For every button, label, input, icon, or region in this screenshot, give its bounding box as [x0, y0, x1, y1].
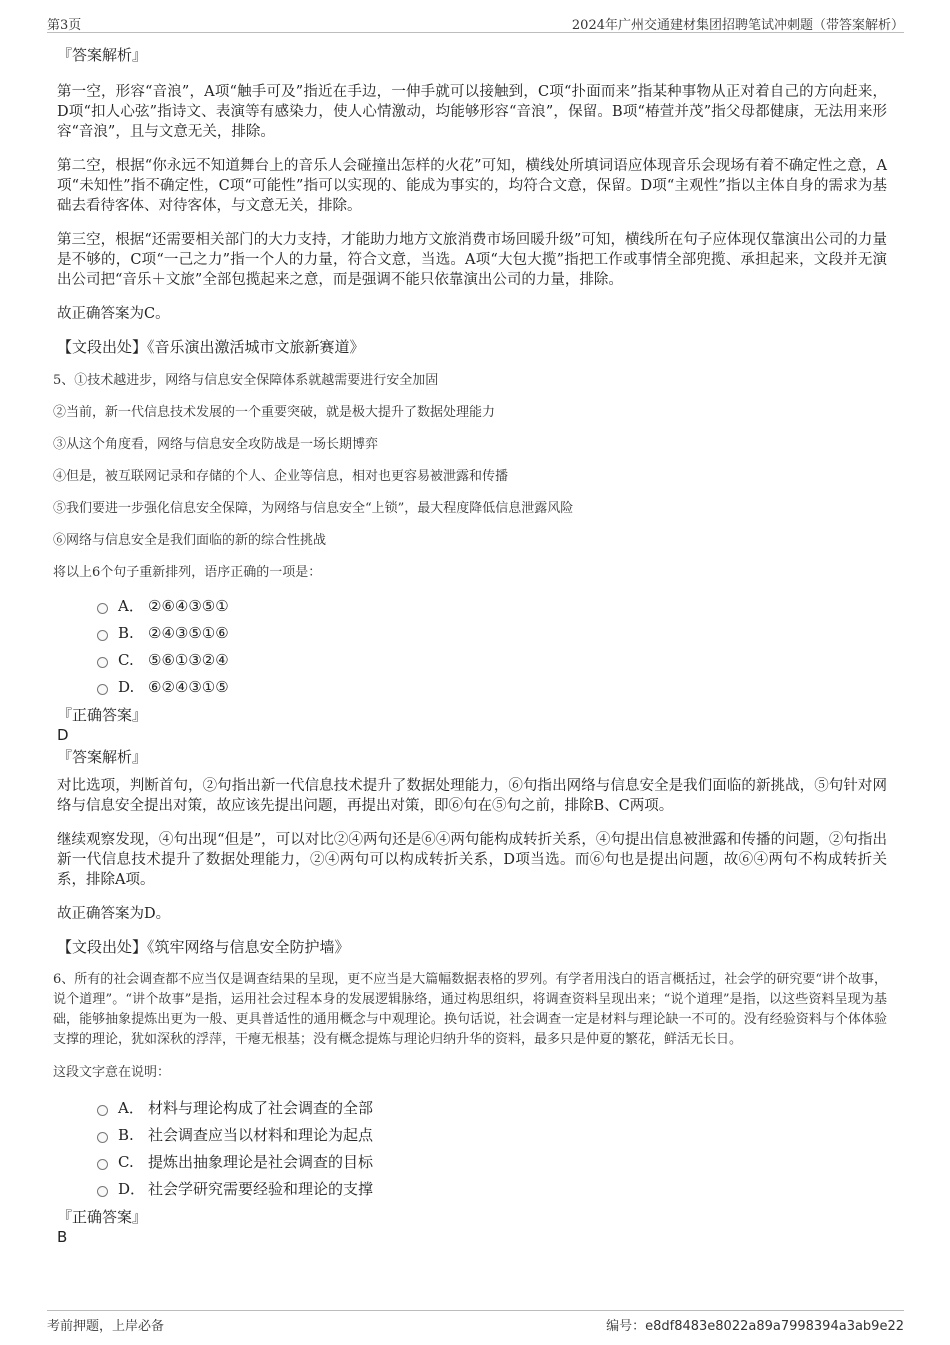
q5-option-a[interactable]: A． ②⑥④③⑤①	[97, 592, 887, 619]
q5-option-b[interactable]: B. ②④③⑤①⑥	[97, 619, 887, 646]
q5-stem: 5、①技术越进步，网络与信息安全保障体系就越需要进行安全加固	[53, 373, 439, 388]
radio-icon[interactable]	[97, 1105, 108, 1116]
q5-conclusion: 故正确答案为D。	[57, 906, 171, 922]
page-header	[47, 10, 904, 33]
q5-answer-label: 『正确答案』	[57, 706, 148, 724]
q6-options	[97, 1094, 887, 1202]
q6-answer-label: 『正确答案』	[57, 1208, 148, 1226]
q4-analysis-paragraph-1: 第一空，形容“音浪”，A项“触手可及”指近在手边，一伸手就可以接触到，C项“扑面而来”指某种事物从正对着自己的方向赶来，D项“扣人心弦”指诗文、表演等有感染力，使人心情激动，均能够形容“音浪”，保留。B项“椿萱并茂”指父母都健康，无法用来形容“音浪”，且与文意无关，排除。	[57, 84, 887, 140]
document-title: 2024年广州交通建材集团招聘笔试冲刺题（带答案解析）	[571, 18, 904, 33]
q5-sentence-3: ③从这个角度看，网络与信息安全攻防战是一场长期博弈	[53, 437, 379, 452]
q5-option-c[interactable]: C. ⑤⑥①③②④	[97, 646, 887, 673]
q6-option-b[interactable]: B. 社会调查应当以材料和理论为起点	[97, 1121, 887, 1148]
radio-icon[interactable]	[97, 603, 108, 614]
q4-analysis-paragraph-3: 第三空，根据“还需要相关部门的大力支持，才能助力地方文旅消费市场回暖升级”可知，横线所在句子应体现仅靠演出公司的力量是不够的，C项“一己之力”指一个人的力量，符合文意，当选。A项“大包大揽”指把工作或事情全部兜揽、承担起来，文段并无演出公司把“音乐＋文旅”全部包揽起来之意，而是强调不能只依靠演出公司的力量，排除。	[57, 232, 887, 288]
q5-sentence-5: ⑤我们要进一步强化信息安全保障，为网络与信息安全“上锁”，最大程度降低信息泄露风险	[53, 501, 574, 516]
q5-sentence-6: ⑥网络与信息安全是我们面临的新的综合性挑战	[53, 533, 327, 548]
page-footer	[47, 1310, 904, 1341]
q4-analysis-paragraph-2: 第二空，根据“你永远不知道舞台上的音乐人会碰撞出怎样的火花”可知，横线处所填词语应体现音乐会现场有着不确定性之意，A项“未知性”指不确定性，C项“可能性”指可以实现的、能成为事实的，均符合文意，保留。D项“主观性”指以主体自身的需求为基础去看待客体、对待客体，与文意无关，排除。	[57, 158, 887, 214]
radio-icon[interactable]	[97, 684, 108, 695]
q5-analysis-label: 『答案解析』	[57, 748, 148, 766]
q4-conclusion: 故正确答案为C。	[57, 306, 170, 322]
q6-option-c[interactable]: C. 提炼出抽象理论是社会调查的目标	[97, 1148, 887, 1175]
radio-icon[interactable]	[97, 1159, 108, 1170]
q5-analysis-paragraph-1: 对比选项，判断首句，②句指出新一代信息技术提升了数据处理能力，⑥句指出网络与信息安全是我们面临的新挑战，⑤句针对网络与信息安全提出对策，故应该先提出问题，再提出对策，即⑥句在⑤句之前，排除B、C两项。	[57, 778, 887, 814]
page-number: 第3页	[47, 18, 82, 33]
q5-analysis-paragraph-2: 继续观察发现，④句出现“但是”，可以对比②④两句还是⑥④两句能构成转折关系，④句提出信息被泄露和传播的问题，②句指出新一代信息技术提升了数据处理能力，②④两句可以构成转折关系，D项当选。而⑥句也是提出问题，故⑥④两句不构成转折关系，排除A项。	[57, 832, 887, 888]
q5-answer: D	[57, 726, 69, 744]
q5-source: 【文段出处】《筑牢网络与信息安全防护墙》	[57, 938, 350, 956]
radio-icon[interactable]	[97, 630, 108, 641]
question-5	[53, 372, 887, 582]
q6-option-d[interactable]: D． 社会学研究需要经验和理论的支撑	[97, 1175, 887, 1202]
q5-sentence-2: ②当前，新一代信息技术发展的一个重要突破，就是极大提升了数据处理能力	[53, 405, 496, 420]
q6-option-a[interactable]: A． 材料与理论构成了社会调查的全部	[97, 1094, 887, 1121]
q6-stem: 6、所有的社会调查都不应当仅是调查结果的呈现，更不应当是大篇幅数据表格的罗列。有学者用浅白的语言概括过，社会学的研究要“讲个故事，说个道理”。“讲个故事”是指，运用社会过程本身的发展逻辑脉络，通过构思组织，将调查资料呈现出来；“说个道理”是指，以这些资料呈现为基础，能够抽象提炼出更为一般、更具普适性的通用概念与中观理论。换句话说，社会调查一定是材料与理论缺一不可的。没有经验资料与个体体验支撑的理论，犹如深秋的浮萍，干瘪无根基；没有概念提炼与理论归纳升华的资料，最多只是仲夏的繁花，鲜活无长日。	[53, 972, 887, 1047]
q5-options	[97, 592, 887, 700]
footer-slogan: 考前押题，上岸必备	[47, 1319, 165, 1334]
q4-source: 【文段出处】《音乐演出激活城市文旅新赛道》	[57, 338, 365, 356]
radio-icon[interactable]	[97, 657, 108, 668]
q6-prompt: 这段文字意在说明：	[53, 1065, 171, 1080]
q5-prompt: 将以上6个句子重新排列，语序正确的一项是：	[53, 565, 322, 580]
q5-option-d[interactable]: D. ⑥②④③①⑤	[97, 673, 887, 700]
radio-icon[interactable]	[97, 1132, 108, 1143]
document-id: 编号：e8df8483e8022a89a7998394a3ab9e22	[606, 1319, 904, 1334]
question-6	[53, 970, 887, 1082]
q4-analysis-label: 『答案解析』	[57, 46, 148, 64]
document-body	[53, 44, 887, 1246]
q5-sentence-4: ④但是，被互联网记录和存储的个人、企业等信息，相对也更容易被泄露和传播	[53, 469, 509, 484]
radio-icon[interactable]	[97, 1186, 108, 1197]
q6-answer: B	[57, 1228, 68, 1246]
